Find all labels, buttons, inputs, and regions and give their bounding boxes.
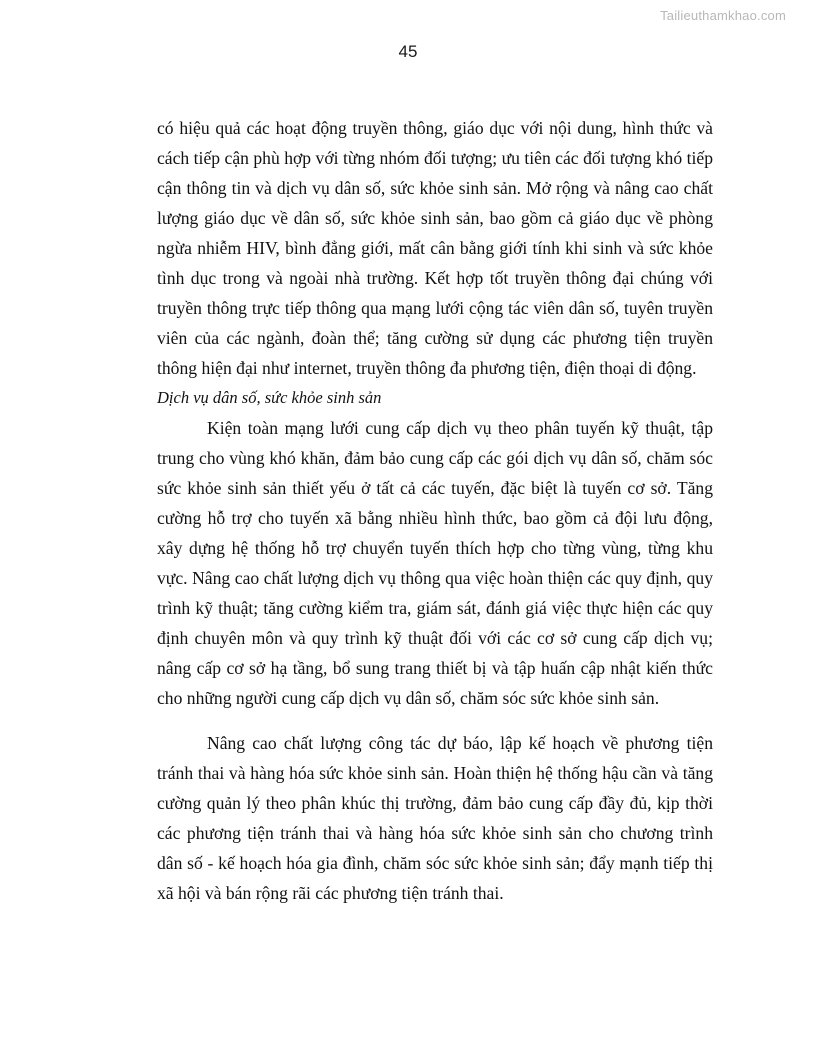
paragraph-services: Kiện toàn mạng lưới cung cấp dịch vụ theo phân tuyến kỹ thuật, tập trung cho vùng khó khăn, đảm bảo cung cấp các gói dịch vụ dân số, chăm sóc sức khỏe sinh sản thiết yếu ở tất cả các tuyến, đặc biệt là tuyến cơ sở. Tăng cường hỗ trợ cho tuyến xã bằng nhiều hình thức, bao gồm cả đội lưu động, xây dựng hệ thống hỗ trợ chuyển tuyến thích hợp cho từng vùng, từng khu vực. Nâng cao chất lượng dịch vụ thông qua việc hoàn thiện các quy định, quy trình kỹ thuật; tăng cường kiểm tra, giám sát, đánh giá việc thực hiện các quy định chuyên môn và quy trình kỹ thuật đối với các cơ sở cung cấp dịch vụ; nâng cấp cơ sở hạ tầng, bổ sung trang thiết bị và tập huấn cập nhật kiến thức cho những người cung cấp dịch vụ dân số, chăm sóc sức khỏe sinh sản. — [157, 418, 713, 708]
paragraph-forecasting: Nâng cao chất lượng công tác dự báo, lập kế hoạch về phương tiện tránh thai và hàng hóa sức khỏe sinh sản. Hoàn thiện hệ thống hậu cần và tăng cường quản lý theo phân khúc thị trường, đảm bảo cung cấp đầy đủ, kịp thời các phương tiện tránh thai và hàng hóa sức khỏe sinh sản cho chương trình dân số - kế hoạch hóa gia đình, chăm sóc sức khỏe sinh sản; đẩy mạnh tiếp thị xã hội và bán rộng rãi các phương tiện tránh thai. — [157, 733, 713, 903]
watermark-text: Tailieuthamkhao.com — [660, 8, 786, 23]
page-number: 45 — [398, 42, 418, 61]
section-heading: Dịch vụ dân số, sức khỏe sinh sản — [157, 388, 382, 407]
page-content — [157, 113, 713, 908]
paragraph-continued: có hiệu quả các hoạt động truyền thông, giáo dục với nội dung, hình thức và cách tiếp cận phù hợp với từng nhóm đối tượng; ưu tiên các đối tượng khó tiếp cận thông tin và dịch vụ dân số, sức khỏe sinh sản. Mở rộng và nâng cao chất lượng giáo dục về dân số, sức khỏe sinh sản, bao gồm cả giáo dục về phòng ngừa nhiễm HIV, bình đẳng giới, mất cân bằng giới tính khi sinh và sức khỏe tình dục trong và ngoài nhà trường. Kết hợp tốt truyền thông đại chúng với truyền thông trực tiếp thông qua mạng lưới cộng tác viên dân số, tuyên truyền viên của các ngành, đoàn thể; tăng cường sử dụng các phương tiện truyền thông hiện đại như internet, truyền thông đa phương tiện, điện thoại di động. — [157, 118, 713, 378]
